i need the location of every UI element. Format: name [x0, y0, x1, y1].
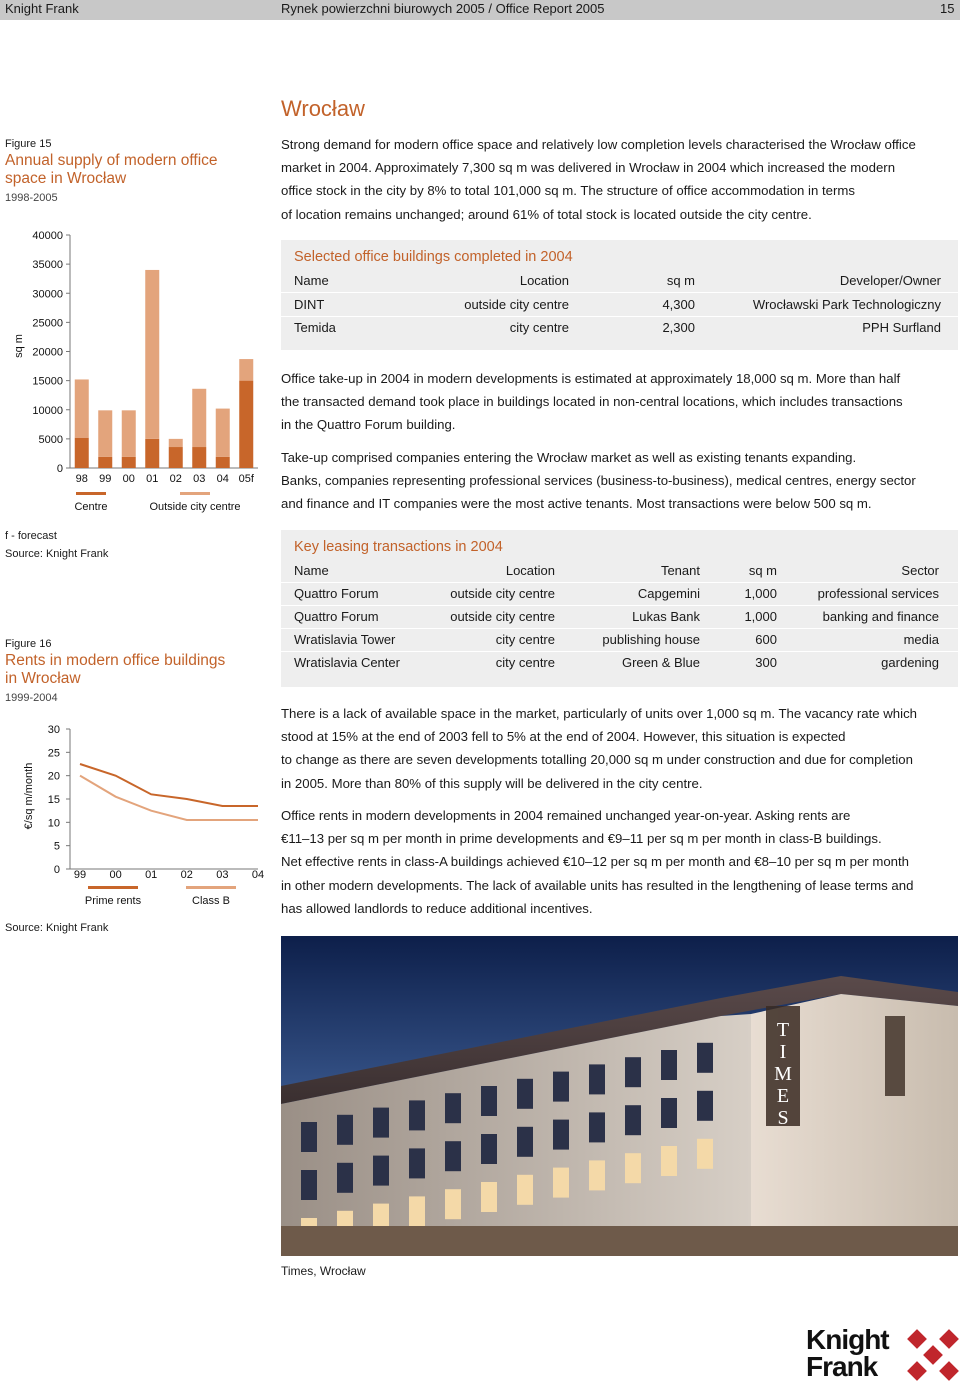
facade-window [409, 1100, 425, 1130]
cell-sector: professional services [817, 586, 939, 601]
rents-line: Office rents in modern developments in 2004 remained unchanged year-on-year. Asking rents are [281, 808, 851, 823]
figure15-title-line1: Annual supply of modern office [5, 152, 218, 169]
cell-name: Quattro Forum [294, 586, 379, 601]
building-photo [281, 936, 958, 1256]
takeup1-line: the transacted demand took place in buildings located in non-central locations, which includes transactions [281, 394, 903, 410]
takeup1-line: Office take-up in 2004 in modern developments is estimated at approximately 18,000 sq m. More than half [281, 371, 901, 386]
bar-outside [98, 410, 112, 457]
facade-window [409, 1196, 425, 1226]
cell-sqm: 600 [755, 632, 777, 647]
figure16-title [5, 652, 225, 688]
bar-centre [75, 438, 89, 468]
y-tick-label: 10000 [32, 404, 63, 417]
y-axis-label: €/sq m/month [23, 762, 35, 830]
facade-window [373, 1156, 389, 1186]
cell-location: city centre [509, 320, 569, 335]
vacancy-line: There is a lack of available space in the market, particularly of units over 1,000 sq m. The vacancy rate which [281, 706, 917, 721]
facade-window [301, 1170, 317, 1200]
cell-location: outside city centre [450, 586, 555, 601]
rents-line: in other modern developments. The lack of available units has resulted in the lengthening of lease terms and [281, 877, 914, 893]
takeup-paragraph-1 [281, 367, 956, 437]
bar-centre [239, 381, 253, 468]
table-row [281, 606, 958, 629]
building-illustration [281, 936, 958, 1256]
table-row [281, 317, 958, 340]
facade-window [553, 1072, 569, 1102]
rents-line: Net effective rents in class-A buildings achieved €10–12 per sq m per month and €8–10 per sq m per month [281, 854, 909, 870]
figure16-title-line2: in Wrocław [5, 670, 81, 687]
header-location: Location [519, 273, 569, 288]
y-tick-label: 0 [56, 463, 63, 475]
y-tick-label: 15000 [32, 375, 63, 388]
facade-window [517, 1079, 533, 1109]
legend-prime-swatch [88, 886, 138, 889]
svg-text:I: I [779, 1041, 787, 1063]
cell-name: Wratislavia Center [294, 655, 400, 670]
cell-sqm: 300 [755, 655, 777, 670]
facade-window [553, 1168, 569, 1198]
x-tick-label: 04 [251, 869, 265, 881]
figure16-years: 1999-2004 [5, 692, 58, 704]
figure15-number: Figure 15 [5, 138, 52, 150]
takeup1-line: in the Quattro Forum building. [281, 417, 456, 433]
bar-centre [145, 439, 159, 468]
x-tick-label: 04 [216, 473, 229, 485]
vacancy-line: to change as there are seven developments totalling 20,000 sq m under construction and due for completion [281, 752, 913, 768]
figure15-note: f - forecast [5, 530, 57, 542]
facade-window [445, 1189, 461, 1219]
y-tick-label: 5 [53, 840, 60, 853]
bar-centre [98, 457, 112, 468]
cell-location: city centre [495, 655, 555, 670]
intro-line: office stock in the city by 8% to total 101,000 sq m. The structure of office accommodation in terms [281, 183, 855, 199]
rents-line-chart [0, 718, 272, 918]
intro-line: of location remains unchanged; around 61% of total stock is located outside the city centre. [281, 206, 812, 222]
figure16-title-line1: Rents in modern office buildings [5, 652, 226, 669]
facade-window [301, 1122, 317, 1152]
figure15-title [5, 152, 218, 188]
bar-outside [75, 379, 89, 437]
svg-text:E: E [776, 1085, 790, 1107]
page-title: Wrocław [281, 96, 365, 121]
rents-line: €11–13 per sq m per month in prime developments and €9–11 per sq m per month in class-B buildings. [281, 831, 882, 847]
cell-tenant: publishing house [602, 632, 700, 647]
class-b-line [80, 776, 258, 820]
cell-sqm: 4,300 [662, 297, 695, 312]
header-name: Name [294, 563, 329, 578]
takeup2-line: and finance and IT companies were the most active tenants. Most transactions were below 500 sq m. [281, 496, 872, 512]
takeup2-line: Banks, companies representing professional services (business-to-business), medical centres, energy sector [281, 473, 916, 489]
photo-caption: Times, Wrocław [281, 1264, 366, 1278]
x-tick-label: 00 [109, 869, 122, 881]
completed-buildings-table-title: Selected office buildings completed in 2004 [294, 249, 573, 265]
facade-window [661, 1146, 677, 1176]
y-tick-label: 15 [47, 794, 60, 806]
logo-text-line1: Knight [806, 1324, 889, 1355]
facade-window [481, 1134, 497, 1164]
x-tick-label: 99 [73, 869, 87, 881]
cell-sqm: 1,000 [744, 586, 777, 601]
cell-location: outside city centre [464, 297, 569, 312]
header-report-title: Rynek powierzchni biurowych 2005 / Office Report 2005 [281, 1, 605, 16]
cell-sector: gardening [881, 655, 939, 670]
svg-text:M: M [774, 1063, 792, 1085]
x-tick-label: 03 [216, 869, 229, 881]
cell-tenant: Capgemini [637, 586, 700, 601]
x-tick-label: 01 [145, 869, 158, 881]
y-tick-label: 30 [47, 724, 60, 736]
facade-window [517, 1175, 533, 1205]
cell-sqm: 1,000 [744, 609, 777, 624]
leasing-transactions-table-title: Key leasing transactions in 2004 [294, 539, 503, 555]
y-tick-label: 35000 [32, 259, 63, 272]
y-tick-label: 0 [53, 864, 60, 876]
x-tick-label: 03 [193, 473, 206, 485]
y-axis-label: sq m [13, 334, 25, 358]
bar-outside [122, 410, 136, 457]
facade-window [481, 1086, 497, 1116]
bar-outside [169, 439, 183, 447]
y-tick-label: 40000 [32, 230, 63, 242]
header-sqm: sq m [666, 273, 695, 288]
rents-line: has allowed landlords to reduce additional incentives. [281, 900, 593, 916]
y-tick-label: 25000 [32, 317, 63, 330]
legend-outside-swatch [180, 492, 210, 495]
bar-centre [216, 457, 230, 468]
x-tick-label: 02 [169, 473, 182, 485]
completed-buildings-table [281, 240, 958, 350]
figure15-years: 1998-2005 [5, 192, 58, 204]
cell-tenant: Lukas Bank [632, 609, 700, 624]
bar-centre [192, 447, 206, 468]
facade-window [337, 1115, 353, 1145]
facade-window [517, 1127, 533, 1157]
facade-window [661, 1098, 677, 1128]
x-tick-label: 98 [75, 473, 88, 485]
logo-text-line2: Frank [806, 1351, 878, 1382]
facade-window [625, 1153, 641, 1183]
leasing-transactions-table [281, 530, 958, 687]
table-row [281, 629, 958, 652]
facade-window [337, 1163, 353, 1193]
table-header-row [281, 270, 958, 293]
facade-window [589, 1160, 605, 1190]
figure16-source: Source: Knight Frank [5, 922, 109, 934]
table-row [281, 652, 958, 675]
header-brand: Knight Frank [5, 1, 79, 16]
cell-name: Wratislavia Tower [294, 632, 396, 647]
header-sqm: sq m [748, 563, 777, 578]
legend-classb-swatch [186, 886, 236, 889]
cell-sqm: 2,300 [662, 320, 695, 335]
cell-name: DINT [294, 297, 325, 312]
logo-cross-icon [906, 1328, 960, 1382]
facade-window [445, 1141, 461, 1171]
cell-name: Quattro Forum [294, 609, 379, 624]
facade-window [589, 1064, 605, 1094]
x-tick-label: 99 [99, 473, 112, 485]
svg-text:T: T [776, 1019, 790, 1041]
facade-window [697, 1091, 713, 1121]
y-tick-label: 20 [47, 770, 60, 783]
y-tick-label: 20000 [32, 346, 63, 359]
intro-line: market in 2004. Approximately 7,300 sq m was delivered in Wrocław in 2004 which increased the modern [281, 160, 896, 176]
table-header-row [281, 560, 958, 583]
knight-frank-logo [806, 1326, 960, 1384]
header-name: Name [294, 273, 329, 288]
x-tick-label: 05f [238, 473, 254, 485]
vacancy-line: stood at 15% at the end of 2003 fell to 5% at the end of 2004. However, this situation is expected [281, 729, 846, 745]
takeup2-line: Take-up comprised companies entering the Wrocław market as well as existing tenants expanding. [281, 450, 857, 465]
header-developer: Developer/Owner [839, 273, 941, 288]
legend-centre-label: Centre [74, 501, 108, 513]
cell-developer: Wrocławski Park Technologiczny [752, 297, 941, 312]
y-tick-label: 10 [47, 817, 60, 830]
facade-window [589, 1112, 605, 1142]
vacancy-paragraph [281, 702, 956, 795]
rents-paragraph [281, 804, 956, 920]
facade-window [373, 1108, 389, 1138]
intro-line: Strong demand for modern office space and relatively low completion levels characterised the Wrocław office [281, 137, 916, 152]
y-tick-label: 30000 [32, 288, 63, 301]
facade-window [409, 1148, 425, 1178]
x-tick-label: 02 [180, 869, 193, 881]
facade-window [661, 1050, 677, 1080]
x-tick-label: 01 [146, 473, 159, 485]
y-tick-label: 25 [47, 747, 60, 760]
svg-text:S: S [777, 1107, 789, 1129]
figure16-number: Figure 16 [5, 638, 52, 650]
bar-outside [239, 359, 253, 381]
table-row [281, 583, 958, 606]
bar-outside [216, 409, 230, 457]
legend-centre-swatch [76, 492, 106, 495]
facade-window [697, 1043, 713, 1073]
supply-bar-chart [0, 222, 272, 522]
intro-paragraph [281, 133, 956, 226]
facade-window [553, 1120, 569, 1150]
prime-rents-line [80, 764, 258, 806]
bar-outside [192, 389, 206, 447]
facade-window [625, 1105, 641, 1135]
cell-name: Temida [294, 320, 336, 335]
legend-outside-label: Outside city centre [149, 501, 241, 513]
legend-prime-label: Prime rents [84, 895, 142, 907]
facade-window [625, 1057, 641, 1087]
bar-centre [169, 447, 183, 468]
header-tenant: Tenant [660, 563, 700, 578]
cell-location: outside city centre [450, 609, 555, 624]
cell-tenant: Green & Blue [621, 655, 700, 670]
vacancy-line: in 2005. More than 80% of this supply will be delivered in the city centre. [281, 775, 703, 791]
cell-sector: media [903, 632, 939, 647]
cell-location: city centre [495, 632, 555, 647]
bar-outside [145, 270, 159, 439]
legend-classb-label: Class B [192, 895, 230, 907]
table-row [281, 294, 958, 317]
y-tick-label: 5000 [38, 433, 63, 446]
cell-developer: PPH Surfland [862, 320, 941, 335]
header-location: Location [505, 563, 555, 578]
page-header [0, 0, 960, 20]
bar-centre [122, 457, 136, 468]
header-sector: Sector [901, 563, 939, 578]
figure15-source: Source: Knight Frank [5, 548, 109, 560]
x-tick-label: 00 [122, 473, 135, 485]
facade-window [445, 1093, 461, 1123]
takeup-paragraph-2 [281, 446, 956, 516]
figure15-title-line2: space in Wrocław [5, 170, 127, 187]
header-page-number: 15 [940, 1, 955, 16]
facade-window [481, 1182, 497, 1212]
cell-sector: banking and finance [822, 609, 939, 624]
facade-window [697, 1139, 713, 1169]
